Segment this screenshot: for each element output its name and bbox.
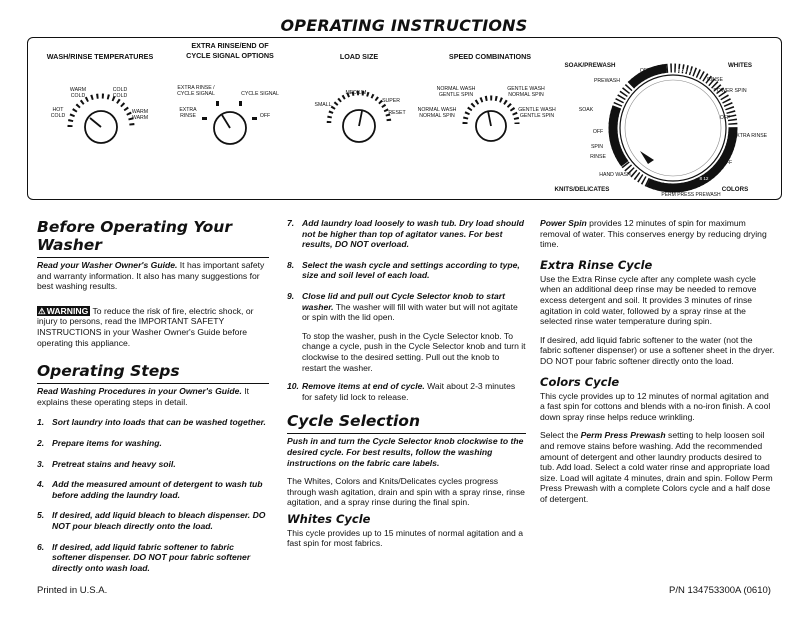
list-item: 3. Pretreat stains and heavy soil. — [37, 458, 176, 469]
column-right — [540, 218, 775, 512]
section-rule — [37, 257, 269, 258]
svg-text:CYCLE SIGNAL: CYCLE SIGNAL — [177, 91, 215, 97]
before-heading: Before Operating Your Washer — [37, 218, 232, 254]
operating-steps-intro: Read Washing Procedures in your Owner's Guide. It explains these operating steps in detail. — [37, 386, 250, 407]
svg-text:NORMAL WASH: NORMAL WASH — [436, 86, 476, 92]
list-item: 6. If desired, add liquid fabric softener to fabric softener dispenser. DO NOT pour fabric softener directly onto wash load. — [37, 541, 251, 573]
svg-text:PREWASH: PREWASH — [593, 78, 621, 84]
warning-paragraph: ⚠WARNING To reduce the risk of fire, electric shock, or injury to persons, read the IMPORTANT SAFETY INSTRUCTIONS in your Washer Owner's Guide before operating this appliance. — [37, 305, 254, 348]
svg-text:GENTLE SPIN: GENTLE SPIN — [438, 92, 474, 98]
extra-rinse-paragraph-2: If desired, add liquid fabric softener to the water (not the fabric softener dispenser) or use a softener sheet in the dryer. DO NOT pour fabric softener directly onto the load. — [540, 334, 775, 366]
svg-text:COLORS: COLORS — [721, 186, 749, 193]
control-panel — [27, 37, 782, 200]
steps-list-c — [287, 381, 526, 402]
extra-rinse-dial — [177, 41, 279, 144]
svg-text:PERM PRESS PREWASH: PERM PRESS PREWASH — [661, 192, 721, 198]
list-item: 10. Remove items at end of cycle. Wait about 2-3 minutes for safety lid lock to release. — [287, 381, 516, 402]
page-title: OPERATING INSTRUCTIONS — [280, 16, 528, 35]
svg-text:RESET: RESET — [388, 110, 406, 116]
svg-text:WARM: WARM — [131, 109, 149, 115]
load-size-title: LOAD SIZE — [339, 52, 379, 61]
svg-text:WARM: WARM — [69, 87, 87, 93]
cycle-selection-paragraph: The Whites, Colors and Knits/Delicates cycles progress through wash agitation, drain and spin with a spray rinse, rinse agitation, and a spray rinse during the final spin. — [287, 476, 525, 508]
svg-text:POWER SPIN: POWER SPIN — [713, 88, 747, 94]
svg-text:SPIN: SPIN — [590, 144, 604, 150]
svg-text:RINSE: RINSE — [180, 113, 196, 119]
svg-text:COLD: COLD — [112, 93, 128, 99]
svg-text:SOAK/PREWASH: SOAK/PREWASH — [564, 62, 616, 69]
footer-printed: Printed in U.S.A. — [37, 585, 108, 596]
section-rule — [287, 433, 526, 434]
svg-text:SOAK: SOAK — [578, 107, 594, 113]
svg-text:WHITES: WHITES — [727, 62, 753, 69]
footer-part-number: P/N 134753300A (0610) — [669, 585, 771, 596]
svg-text:6: 6 — [627, 179, 631, 184]
svg-text:15 12 8: 15 12 8 — [675, 68, 691, 73]
svg-text:SUPER: SUPER — [382, 98, 400, 104]
cycle-selection-heading: Cycle Selection — [287, 412, 420, 431]
list-item: 7. Add laundry load loosely to wash tub. Dry load should not be higher than top of agitator vanes. For best results, DO NOT overload. — [287, 218, 525, 250]
svg-text:GENTLE WASH: GENTLE WASH — [507, 86, 545, 92]
column-middle — [287, 218, 526, 557]
stop-paragraph: To stop the washer, push in the Cycle Selector knob. To change a cycle, push in the Cycle Selector knob and turn it clockwise to the desired setting. Pull out the knob to restart the washer. — [302, 330, 526, 373]
list-item: 4. Add the measured amount of detergent to wash tub before adding the laundry load. — [37, 479, 263, 500]
svg-text:EXTRA: EXTRA — [179, 107, 197, 113]
svg-text:OFF: OFF — [259, 113, 271, 119]
svg-text:OFF: OFF — [639, 68, 651, 74]
speed-dial — [418, 52, 556, 141]
svg-text:RINSE: RINSE — [590, 154, 606, 160]
svg-text:SMALL: SMALL — [314, 102, 332, 108]
svg-text:COLD: COLD — [70, 93, 86, 99]
power-spin-paragraph: Power Spin provides 12 minutes of spin for maximum removal of water. This conserves energy by reducing drying time. — [540, 218, 767, 250]
before-paragraph: Read your Washer Owner's Guide. It has important safety and warranty information. It also has many suggestions for best washing results. — [37, 260, 265, 292]
svg-text:KNITS/DELICATES: KNITS/DELICATES — [554, 186, 610, 193]
section-rule — [37, 383, 269, 384]
extra-rinse-paragraph-1: Use the Extra Rinse cycle after any complete wash cycle when an additional deep rinse may be needed to remove excess detergent and soil. It provides 3 minutes of rinse agitation in cold water, followed by a spray rinse at the selected rinse water temperature during spin. — [540, 273, 757, 327]
svg-text:RINSE: RINSE — [707, 77, 723, 83]
extra-rinse-title-1: EXTRA RINSE/END OF — [191, 41, 269, 50]
cycle-selector-dial — [555, 62, 768, 198]
list-item: 9. Close lid and pull out Cycle Selector knob to start washer. The washer will fill with water but will not agitate or spin with the lid open. — [287, 290, 518, 323]
svg-text:NORMAL SPIN: NORMAL SPIN — [508, 92, 544, 98]
whites-heading: Whites Cycle — [287, 511, 371, 526]
warning-badge: ⚠WARNING — [38, 305, 89, 316]
operating-steps-heading: Operating Steps — [37, 362, 180, 381]
extra-rinse-heading: Extra Rinse Cycle — [540, 257, 653, 272]
whites-paragraph: This cycle provides up to 15 minutes of normal agitation and a fast spin for most fabrics. — [287, 527, 523, 549]
speed-title: SPEED COMBINATIONS — [448, 52, 532, 61]
svg-text:GENTLE SPIN: GENTLE SPIN — [519, 113, 555, 119]
svg-text:HAND WASH: HAND WASH — [599, 172, 631, 178]
wash-temp-dial — [47, 52, 154, 143]
load-size-dial — [314, 52, 406, 142]
cycle-selection-intro: Push in and turn the Cycle Selector knob clockwise to the desired cycle. For best results, follow the washing instructions on the fabric care labels. — [287, 436, 524, 468]
list-item: 5. If desired, add liquid bleach to bleach dispenser. DO NOT pour bleach directly onto the load. — [37, 510, 266, 531]
list-item: 2. Prepare items for washing. — [37, 437, 162, 448]
extra-rinse-title-2: CYCLE SIGNAL OPTIONS — [186, 51, 274, 60]
svg-text:COLD: COLD — [112, 87, 128, 93]
svg-text:NORMAL WASH: NORMAL WASH — [417, 107, 457, 113]
list-item: 8. Select the wash cycle and settings according to type, size and soil level of each load. — [287, 259, 520, 281]
list-item: 1. Sort laundry into loads that can be washed together. — [37, 417, 266, 428]
svg-text:NORMAL SPIN: NORMAL SPIN — [419, 113, 455, 119]
svg-text:OFF: OFF — [719, 115, 731, 121]
svg-text:CYCLE SIGNAL: CYCLE SIGNAL — [241, 91, 279, 97]
svg-text:EXTRA RINSE /: EXTRA RINSE / — [177, 85, 215, 91]
svg-text:MEDIUM: MEDIUM — [345, 90, 367, 96]
svg-text:COLD: COLD — [50, 113, 66, 119]
svg-text:WARM: WARM — [131, 115, 149, 121]
svg-text:EXTRA RINSE: EXTRA RINSE — [732, 133, 768, 139]
column-left — [37, 218, 269, 583]
steps-list-a — [37, 417, 269, 573]
perm-press-paragraph: Select the Perm Press Prewash setting to help loosen soil and remove stains before washing. Add the recommended amount of detergent and other laundry products desired to tub. Add load. Select a cold water rinse and appropriate load size. Load will agitate 4 minutes, drain and spin. Follow Perm Press Prewash with a complete Colors cycle and a half dose of detergent. — [540, 430, 773, 504]
svg-text:GENTLE WASH: GENTLE WASH — [518, 107, 556, 113]
cycle-selector-knob[interactable] — [620, 75, 726, 181]
svg-text:8 12: 8 12 — [699, 176, 709, 181]
warning-triangle-icon: ⚠ — [38, 305, 46, 316]
colors-paragraph: This cycle provides up to 12 minutes of normal agitation and a fast spin for cottons and blends with a no-iron finish. A cool down spray rinse helps reduce wrinkling. — [540, 390, 771, 422]
svg-text:OFF: OFF — [721, 160, 733, 166]
svg-text:OFF: OFF — [592, 129, 604, 135]
control-panel-diagram — [28, 38, 783, 201]
colors-heading: Colors Cycle — [540, 374, 620, 389]
svg-text:HOT: HOT — [52, 107, 64, 113]
wash-temp-title: WASH/RINSE TEMPERATURES — [46, 52, 154, 61]
steps-list-b — [287, 218, 526, 323]
